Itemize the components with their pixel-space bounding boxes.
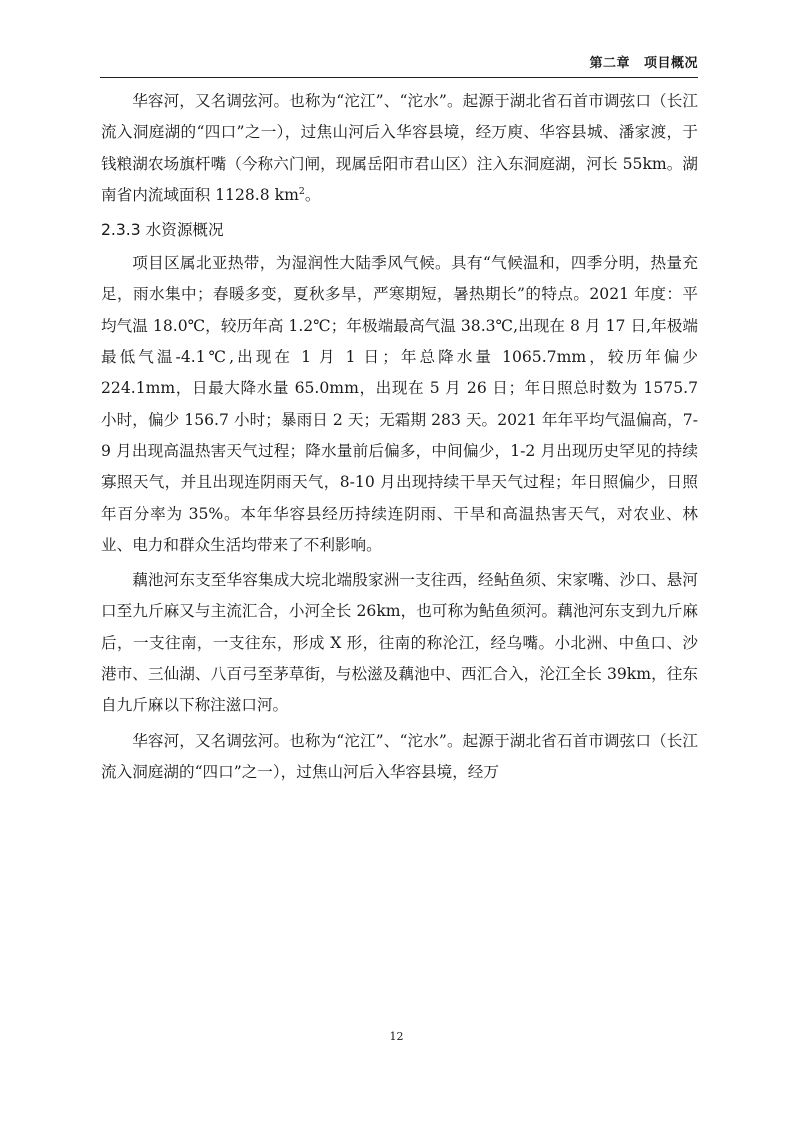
superscript-2: 2 xyxy=(298,185,305,197)
paragraph-huarong-river-2: 华容河，又名调弦河。也称为“沱江”、“沱水”。起源于湖北省石首市调弦口（长江流入洞庭湖的“四口”之一），过焦山河后入华容县境，经万 xyxy=(101,731,698,781)
page-body xyxy=(101,86,698,788)
header-chapter: 第二章 xyxy=(589,56,630,71)
running-header xyxy=(100,52,698,74)
header-title: 项目概况 xyxy=(643,56,698,71)
paragraph-huarong-river-1: 华容河，又名调弦河。也称为“沱江”、“沱水”。起源于湖北省石首市调弦口（长江流入洞庭湖的“四口”之一），过焦山河后入华容县境，经万庾、华容县城、潘家渡，于钱粮湖农场旗杆嘴（今称六门闸，现属岳阳市君山区）注入东洞庭湖，河长 55km。湖南省内流域面积 1128.8 $km^2$。 xyxy=(101,92,698,204)
section-heading: 2.3.3 水资源概况 xyxy=(101,221,224,240)
paragraph-ouchi-river: 藕池河东支至华容集成大垸北端殷家洲一支往西，经鲇鱼须、宋家嘴、沙口、悬河口至九斤麻又与主流汇合，小河全长 26km，也可称为鲇鱼须河。藕池河东支到九斤麻后，一支往南，一支往东，形成 X 形，往南的称沦江，经乌嘴。小北洲、中鱼口、沙港市、三仙湖、八百弓至茅草街，与松滋及藕池中、西汇合入，沦江全长 39km，往东自九斤麻以下称注滋口河。 xyxy=(101,571,698,715)
paragraph-climate: 项目区属北亚热带，为湿润性大陆季风气候。具有“气候温和，四季分明，热量充足，雨水集中；春暖多变，夏秋多旱，严寒期短，暑热期长”的特点。2021 年度：平均气温 18.0℃，较历年高 1.2℃；年极端最高气温 38.3℃,出现在 8 月 17 日,年极端最低气温-4.1℃,出现在 1 月 1 日；年总降水量 1065.7mm，较历年偏少 224.1mm，日最大降水量 65.0mm，出现在 5 月 26 日；年日照总时数为 1575.7 小时，偏少 156.7 小时；暴雨日 2 天；无霜期 283 天。2021 年年平均气温偏高，7-9 月出现高温热害天气过程；降水量前后偏多，中间偏少，1-2 月出现历史罕见的持续寡照天气，并且出现连阴雨天气，8-10 月出现持续干旱天气过程；年日照偏少，日照年百分率为 35%。本年华容县经历持续连阴雨、干旱和高温热害天气，对农业、林业、电力和群众生活均带来了不利影响。 xyxy=(101,254,698,554)
page-number: 12 xyxy=(389,1030,404,1043)
header-rule xyxy=(100,77,698,78)
